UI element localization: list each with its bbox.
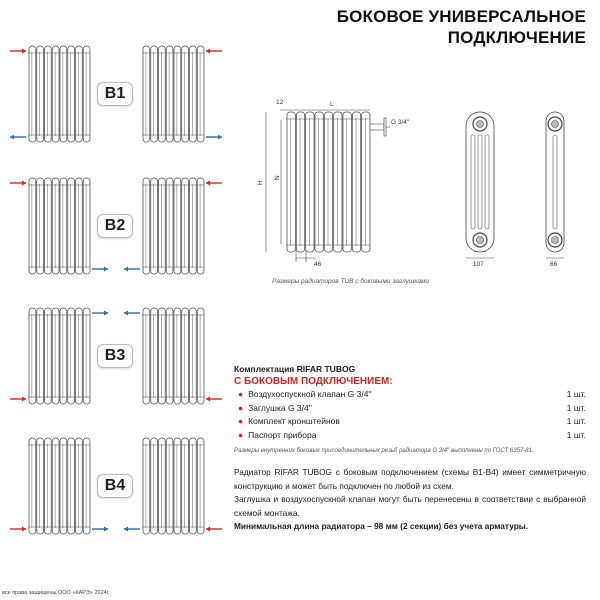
kit-item [234,388,586,402]
port-inner [477,121,484,128]
scheme-badge: B1 [97,82,133,106]
port-inner [552,121,559,128]
arrowhead [22,397,26,402]
bullet-icon: ● [238,429,244,440]
arrowhead [206,397,210,402]
radiator-section [190,438,197,534]
radiator-section [166,308,173,404]
side-view-66 [546,112,564,258]
thread-label: G 3/4'' [391,119,410,126]
dim-66: 66 [550,261,558,268]
side-tube [485,135,489,229]
dim-l: L [330,101,334,108]
side-tube [471,135,475,229]
radiator-section [29,308,36,404]
kit-item [234,402,586,416]
kit-note: Размеры внутренних боковых присоединительных резьб радиатора G 3/4'' выполнены по ГОСТ 6357-81. [234,448,534,454]
kit-item [234,415,586,429]
dim-46: 46 [314,261,322,268]
radiator-section [45,308,52,404]
copyright: все права защищены ООО «КАРЭ» 2024г. [2,590,110,596]
radiator-section [60,438,67,534]
scheme-badge: B4 [97,474,133,498]
bullet-icon: ● [238,389,244,399]
radiator-section [182,308,189,404]
radiator [28,438,90,534]
arrowhead [206,527,210,532]
kit-item-qty: 1 шт. [566,402,586,413]
bullet-icon: ● [238,416,244,426]
front-view [266,110,390,262]
radiator-section [52,438,59,534]
arrowhead [124,311,128,316]
radiator-section [52,308,59,404]
scheme-badge: B2 [97,214,133,238]
radiator-section [197,438,204,534]
title-line-2: ПОДКЛЮЧЕНИЕ [447,28,586,47]
bullet-icon: ● [238,402,244,413]
radiator-section [151,308,158,404]
port-inner [552,237,559,244]
radiator-section [287,112,295,252]
radiator-section [143,438,150,534]
kit-item-name: Комплект кронштейнов [248,416,340,426]
radiator-section [324,112,332,252]
description-p2: Заглушка и воздухоспускной клапан могут быть перенесены в соответствии с выбранной схемой монтажа. [234,494,586,518]
dim-n: N [274,175,281,180]
kit-item-qty: 1 шт. [566,429,586,440]
kit-item-qty: 1 шт. [566,389,586,399]
scheme-badge: B3 [97,344,133,368]
radiator-section [76,308,83,404]
kit-item-name: Паспорт прибора [248,429,317,440]
description [234,466,586,534]
kit-item [234,429,586,443]
radiator-section [45,438,52,534]
side-tube [478,135,482,229]
radiator [142,308,204,404]
radiator-section [315,112,323,252]
radiator-section [37,438,44,534]
radiator-section [174,308,181,404]
radiator [28,308,90,404]
radiator-section [76,438,83,534]
radiator [142,438,204,534]
kit-item-qty: 1 шт. [566,416,586,426]
kit-item-name: Заглушка G 3/4'' [248,402,312,413]
radiator-section [174,438,181,534]
radiator-section [151,438,158,534]
radiator-section [68,308,75,404]
kit-item-name: Воздухоспускной клапан G 3/4'' [248,389,372,399]
radiator-section [352,112,360,252]
arrowhead [22,527,26,532]
radiator-section [296,112,304,252]
radiator-section [362,112,370,252]
radiator-section [334,112,342,252]
side-view-107 [466,112,494,258]
radiator-section [166,438,173,534]
fitting-flange [384,118,386,136]
dim-h: H [257,180,264,185]
radiator-section [83,438,90,534]
radiator-section [197,308,204,404]
radiator-section [190,308,197,404]
kit-heading: Комплектация RIFAR TUBOG [234,364,356,374]
side-fitting [370,124,384,130]
radiator-section [37,308,44,404]
radiator-section [68,438,75,534]
title-line-1: БОКОВОЕ УНИВЕРСАЛЬНОЕ [336,7,586,26]
description-p1: Радиатор RIFAR TUBOG с боковым подключением (схемы B1-B4) имеет симметричную конструкцию и может быть подключен по любой из схем. [234,467,586,491]
drawing-caption: Размеры радиаторов TUB с боковыми заглушками [272,278,430,285]
side-tube [553,135,557,229]
radiator-section [83,308,90,404]
radiator-section [60,308,67,404]
radiator-section [306,112,314,252]
radiator-section [159,438,166,534]
port-inner [477,237,484,244]
radiator-section [143,308,150,404]
radiator-section [182,438,189,534]
radiator [286,112,370,252]
radiator-section [29,438,36,534]
radiator-section [343,112,351,252]
radiator-section [159,308,166,404]
arrowhead [124,527,128,532]
arrowhead [104,527,108,532]
arrowhead [104,311,108,316]
dim-107: 107 [473,261,484,268]
description-p3: Минимальная длина радиатора – 98 мм (2 секции) без учета арматуры. [234,521,529,531]
dim-12: 12 [276,99,284,106]
kit-subheading: С БОКОВЫМ ПОДКЛЮЧЕНИЕМ: [234,376,393,387]
kit-section [234,364,586,454]
